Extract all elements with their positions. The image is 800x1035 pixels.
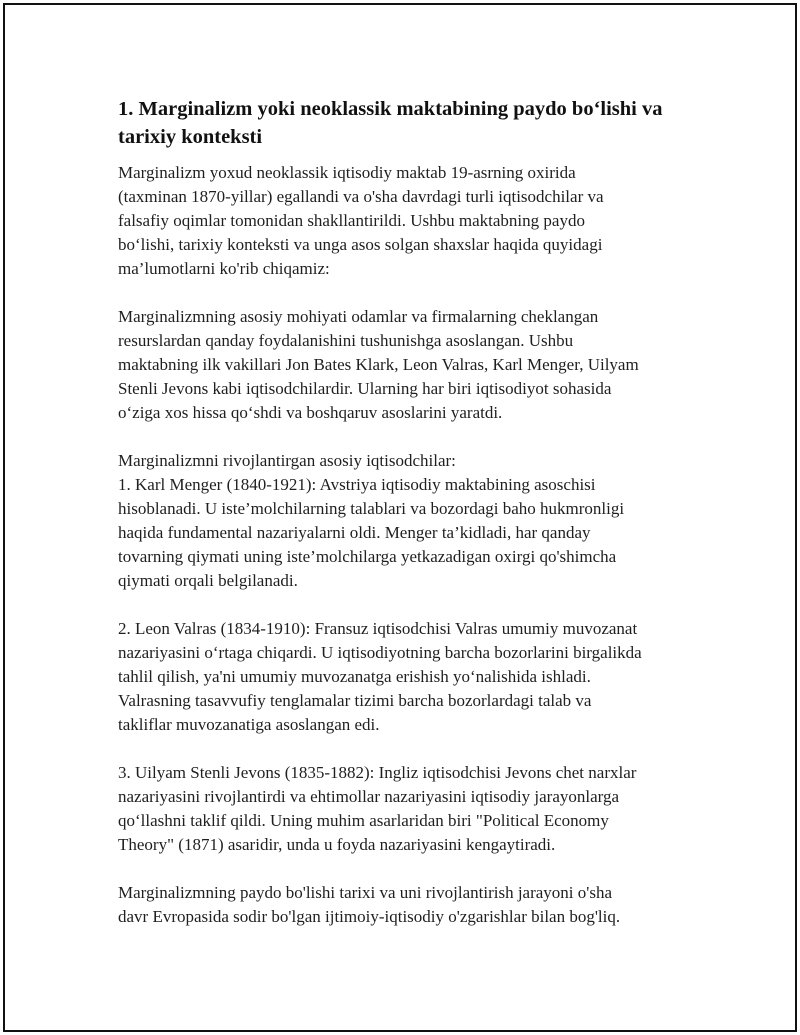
text-line: 2. Leon Valras (1834-1910): Fransuz iqtisodchisi Valras umumiy muvozanat	[118, 619, 638, 638]
text-line: bo‘lishi, tarixiy konteksti va unga asos solgan shaxslar haqida quyidagi	[118, 235, 603, 254]
paragraph-gap	[118, 737, 690, 761]
text-line: nazariyasini o‘rtaga chiqardi. U iqtisodiyotning barcha bozorlarini birgalikda	[118, 643, 642, 662]
text-line: falsafiy oqimlar tomonidan shakllantirildi. Ushbu maktabning paydo	[118, 211, 585, 230]
title-line: tarixiy konteksti	[118, 126, 263, 148]
text-line: haqida fundamental nazariyalarni oldi. Menger ta’kidladi, har qanday	[118, 523, 591, 542]
paragraph-gap	[118, 857, 690, 881]
text-line: maktabning ilk vakillari Jon Bates Klark, Leon Valras, Karl Menger, Uilyam	[118, 355, 639, 374]
text-line: resurslardan qanday foydalanishini tushunishga asoslangan. Ushbu	[118, 331, 574, 350]
text-line: tahlil qilish, ya'ni umumiy muvozanatga erishish yo‘nalishida ishladi.	[118, 667, 591, 686]
text-line: Marginalizm yoxud neoklassik iqtisodiy maktab 19-asrning oxirida	[118, 163, 576, 182]
intro-paragraph	[118, 161, 690, 281]
text-line: Marginalizmning asosiy mohiyati odamlar va firmalarning cheklangan	[118, 307, 599, 326]
text-line: (taxminan 1870-yillar) egallandi va o'sha davrdagi turli iqtisodchilar va	[118, 187, 604, 206]
paragraph-gap	[118, 425, 690, 449]
jevons-paragraph	[118, 761, 690, 857]
menger-paragraph	[118, 449, 690, 593]
text-line: nazariyasini rivojlantirdi va ehtimollar nazariyasini iqtisodiy jarayonlarga	[118, 787, 620, 806]
text-line: qo‘llashni taklif qildi. Uning muhim asarlaridan biri "Political Economy	[118, 811, 609, 830]
text-line: 1. Karl Menger (1840-1921): Avstriya iqtisodiy maktabining asoschisi	[118, 475, 596, 494]
text-line: takliflar muvozanatiga asoslangan edi.	[118, 715, 380, 734]
conclusion-paragraph	[118, 881, 690, 929]
text-line: Marginalizmning paydo bo'lishi tarixi va uni rivojlantirish jarayoni o'sha	[118, 883, 613, 902]
document-title	[118, 95, 690, 151]
text-line: 3. Uilyam Stenli Jevons (1835-1882): Ingliz iqtisodchisi Jevons chet narxlar	[118, 763, 637, 782]
text-line: Stenli Jevons kabi iqtisodchilardir. Ularning har biri iqtisodiyot sohasida	[118, 379, 612, 398]
paragraph-gap	[118, 281, 690, 305]
text-line: hisoblanadi. U iste’molchilarning talablari va bozordagi baho hukmronligi	[118, 499, 625, 518]
essence-paragraph	[118, 305, 690, 425]
text-line: Theory" (1871) asaridir, unda u foyda nazariyasini kengaytiradi.	[118, 835, 556, 854]
text-line: Marginalizmni rivojlantirgan asosiy iqtisodchilar:	[118, 451, 456, 470]
text-line: davr Evropasida sodir bo'lgan ijtimoiy-iqtisodiy o'zgarishlar bilan bog'liq.	[118, 907, 621, 926]
text-line: ma’lumotlarni ko'rib chiqamiz:	[118, 259, 330, 278]
valras-paragraph	[118, 617, 690, 737]
title-line: 1. Marginalizm yoki neoklassik maktabining paydo bo‘lishi va	[118, 98, 663, 120]
paragraph-gap	[118, 593, 690, 617]
text-line: qiymati orqali belgilanadi.	[118, 571, 298, 590]
text-line: o‘ziga xos hissa qo‘shdi va boshqaruv asoslarini yaratdi.	[118, 403, 503, 422]
document-body	[118, 95, 690, 929]
text-line: tovarning qiymati uning iste’molchilarga yetkazadigan oxirgi qo'shimcha	[118, 547, 617, 566]
text-line: Valrasning tasavvufiy tenglamalar tizimi barcha bozorlardagi talab va	[118, 691, 592, 710]
